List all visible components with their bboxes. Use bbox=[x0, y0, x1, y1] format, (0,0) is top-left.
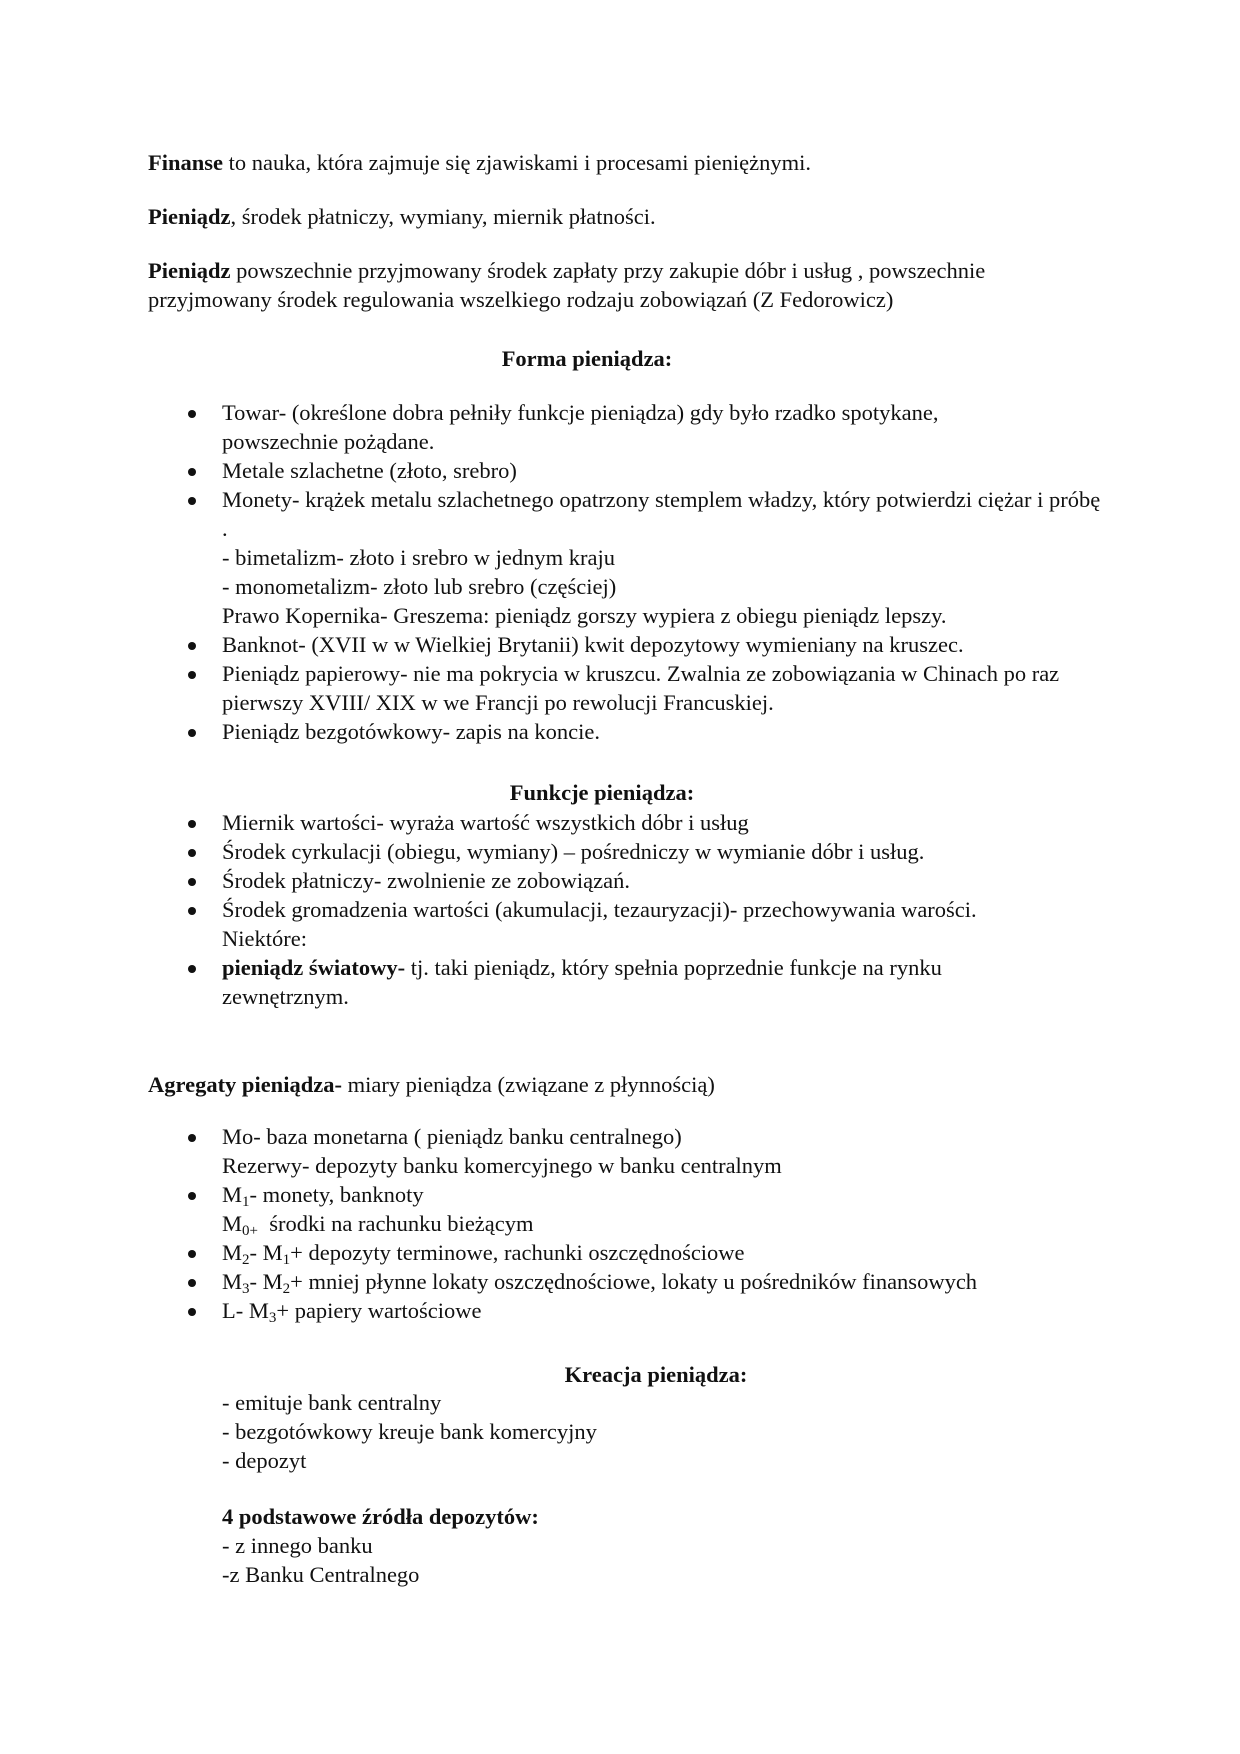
heading-kreacja: Kreacja pieniądza: bbox=[564, 1362, 748, 1387]
text: środki na rachunku bieżącym bbox=[257, 1211, 534, 1236]
zrodla-line: -z Banku Centralnego bbox=[222, 1562, 420, 1587]
list-item: Pieniądz bezgotówkowy- zapis na koncie. bbox=[148, 717, 1108, 746]
list-item bbox=[148, 1296, 1108, 1325]
symbol: - M bbox=[249, 1240, 283, 1265]
list-item: Towar- (określone dobra pełniły funkcje pieniądza) gdy było rzadko spotykane, powszechnie pożądane. bbox=[148, 398, 1108, 456]
list-item: Banknot- (XVII w w Wielkiej Brytanii) kwit depozytowy wymieniany na kruszec. bbox=[148, 630, 1108, 659]
definition-pieniadz-2: powszechnie przyjmowany środek zapłaty przy zakupie dóbr i usług , powszechnie przyjmowany środek regulowania wszelkiego rodzaju zobowiązań (Z Fedorowicz) bbox=[148, 258, 986, 312]
list-item-text: Monety- krążek metalu szlachetnego opatrzony stemplem władzy, który potwierdzi ciężar i próbę . bbox=[222, 487, 1101, 541]
sub-line: - bimetalizm- złoto i srebro w jednym kraju bbox=[222, 545, 616, 570]
list-item-text: Mo- baza monetarna ( pieniądz banku centralnego) bbox=[222, 1124, 682, 1149]
subscript: 1 bbox=[242, 1194, 250, 1210]
list-forma bbox=[148, 398, 1108, 746]
list-agregaty bbox=[148, 1122, 1108, 1325]
symbol: M bbox=[222, 1240, 243, 1265]
text: - monety, banknoty bbox=[249, 1182, 424, 1207]
definition-finanse: to nauka, która zajmuje się zjawiskami i procesami pieniężnymi. bbox=[223, 150, 811, 175]
list-funkcje bbox=[148, 808, 1108, 1011]
list-item: Środek cyrkulacji (obiegu, wymiany) – pośredniczy w wymianie dóbr i usług. bbox=[148, 837, 1108, 866]
subscript: 1 bbox=[282, 1252, 291, 1268]
term-pieniadz-swiatowy: pieniądz światowy- bbox=[222, 955, 406, 980]
term-pieniadz: Pieniądz bbox=[148, 204, 231, 229]
sub-line: Prawo Kopernika- Greszema: pieniądz gorszy wypiera z obiegu pieniądz lepszy. bbox=[222, 603, 947, 628]
list-item bbox=[148, 1122, 1108, 1180]
subscript: 2 bbox=[242, 1252, 250, 1268]
sub-line: - monometalizm- złoto lub srebro (częściej) bbox=[222, 574, 617, 599]
list-item-text bbox=[222, 1180, 1108, 1209]
symbol: - M bbox=[249, 1269, 283, 1294]
list-item bbox=[148, 1238, 1108, 1267]
paragraph-pieniadz-2 bbox=[148, 256, 1078, 314]
symbol: M bbox=[222, 1182, 243, 1207]
term-agregaty: Agregaty pieniądza- bbox=[148, 1072, 342, 1097]
kreacja-line: - depozyt bbox=[222, 1448, 307, 1473]
list-item bbox=[148, 953, 1108, 1011]
symbol: M bbox=[222, 1211, 243, 1236]
section-zrodla bbox=[148, 1502, 1172, 1589]
heading-zrodla: 4 podstawowe źródła depozytów: bbox=[222, 1504, 539, 1529]
paragraph-finanse bbox=[148, 148, 1098, 177]
zrodla-line: - z innego banku bbox=[222, 1533, 373, 1558]
list-item-text: Środek gromadzenia wartości (akumulacji, tezauryzacji)- przechowywania warości. bbox=[222, 897, 977, 922]
kreacja-line: - bezgotówkowy kreuje bank komercyjny bbox=[222, 1419, 597, 1444]
list-item: Pieniądz papierowy- nie ma pokrycia w kruszcu. Zwalnia ze zobowiązania w Chinach po raz pierwszy XVIII/ XIX w we Francji po rewolucji Francuskiej. bbox=[148, 659, 1108, 717]
term-pieniadz-2: Pieniądz bbox=[148, 258, 231, 283]
symbol: L- M bbox=[222, 1298, 269, 1323]
list-item bbox=[148, 895, 1108, 953]
symbol: M bbox=[222, 1269, 243, 1294]
subscript: 2 bbox=[282, 1281, 291, 1297]
text: + mniej płynne lokaty oszczędnościowe, lokaty u pośredników finansowych bbox=[290, 1269, 978, 1294]
list-item: Metale szlachetne (złoto, srebro) bbox=[148, 456, 1108, 485]
definition-pieniadz-1: , środek płatniczy, wymiany, miernik płatności. bbox=[230, 204, 656, 229]
list-item: Środek płatniczy- zwolnienie ze zobowiązań. bbox=[148, 866, 1108, 895]
term-finanse: Finanse bbox=[148, 150, 224, 175]
text: + depozyty terminowe, rachunki oszczędnościowe bbox=[290, 1240, 745, 1265]
list-item bbox=[148, 1267, 1108, 1296]
list-item: Miernik wartości- wyraża wartość wszystkich dóbr i usług bbox=[148, 808, 1108, 837]
kreacja-line: - emituje bank centralny bbox=[222, 1390, 442, 1415]
heading-funkcje: Funkcje pieniądza: bbox=[509, 780, 695, 805]
heading-forma: Forma pieniądza: bbox=[501, 346, 673, 371]
subscript: 3 bbox=[242, 1281, 250, 1297]
list-item bbox=[148, 485, 1108, 630]
list-item bbox=[148, 1180, 1108, 1238]
text: + papiery wartościowe bbox=[276, 1298, 482, 1323]
paragraph-pieniadz-1 bbox=[148, 202, 1098, 231]
list-kreacja bbox=[148, 1388, 1172, 1475]
definition-pieniadz-swiatowy: tj. taki pieniądz, który spełnia poprzednie funkcje na rynku zewnętrznym. bbox=[222, 955, 942, 1009]
note-line: Niektóre: bbox=[222, 926, 307, 951]
paragraph-agregaty bbox=[148, 1070, 1098, 1099]
definition-agregaty: miary pieniądza (związane z płynnością) bbox=[341, 1072, 715, 1097]
sub-line bbox=[222, 1209, 1108, 1238]
subscript: 0+ bbox=[242, 1223, 258, 1239]
sub-line: Rezerwy- depozyty banku komercyjnego w banku centralnym bbox=[222, 1153, 782, 1178]
subscript: 3 bbox=[268, 1310, 277, 1326]
